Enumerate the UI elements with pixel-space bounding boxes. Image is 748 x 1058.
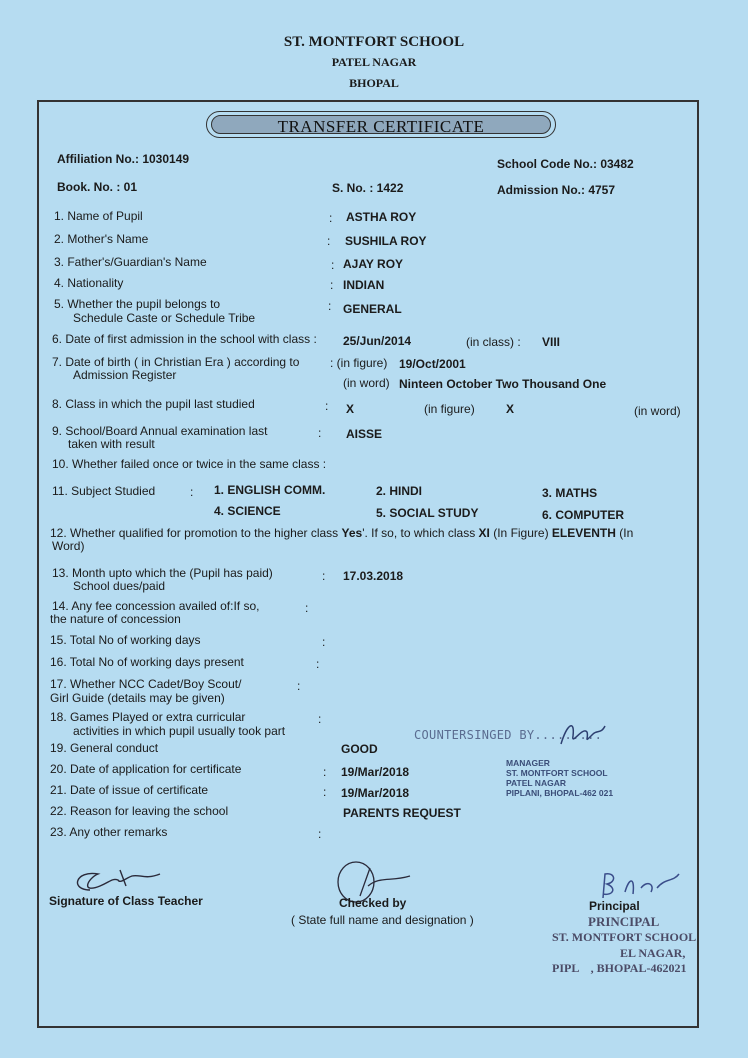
last-class-word: X [506,402,515,416]
in-word-label: (in word) [634,404,681,418]
manager-stamp: MANAGER ST. MONTFORT SCHOOL PATEL NAGAR PIPLANI, BHOPAL-462 021 [506,758,614,798]
field-7-label: 7. Date of birth ( in Christian Era ) according to [52,355,300,369]
dob-word-label: (in word) [343,376,390,390]
book-no: Book. No. : 01 [57,180,138,194]
field-21-label: 21. Date of issue of certificate [50,783,209,797]
field-18-label: 18. Games Played or extra curricular [50,710,246,724]
school-area: PATEL NAGAR [331,55,417,69]
colon: : [327,234,331,248]
field-2-label: 2. Mother's Name [54,232,149,246]
school-code: School Code No.: 03482 [497,157,634,171]
principal-stamp-city: PIPL , BHOPAL-462021 [552,961,687,975]
father-name: AJAY ROY [343,257,404,271]
dob-word: Ninteen October Two Thousand One [399,377,607,391]
last-exam: AISSE [346,427,383,441]
first-admission-date: 25/Jun/2014 [343,334,412,348]
colon: : [305,601,309,615]
dob-figure-label: : (in figure) [330,356,388,370]
field-14-label: 14. Any fee concession availed of:If so, [52,599,260,613]
field-12-line-1: 12. Whether qualified for promotion to the higher class Yes'. If so, to which class XI (In Figure) ELEVENTH (In [50,526,634,540]
subject-2: 2. HINDI [376,484,423,498]
serial-no: S. No. : 1422 [332,181,404,195]
in-class-label: (in class) : [466,335,521,349]
field-4-label: 4. Nationality [54,276,124,290]
school-name: ST. MONTFORT SCHOOL [283,34,465,50]
subject-5: 5. SOCIAL STUDY [376,506,479,520]
general-conduct: GOOD [341,742,378,756]
field-22-label: 22. Reason for leaving the school [50,804,229,818]
application-date: 19/Mar/2018 [341,765,410,779]
certificate-title: TRANSFER CERTIFICATE [277,117,485,136]
field-20-label: 20. Date of application for certificate [50,762,242,776]
colon: : [331,258,335,272]
field-11-label: 11. Subject Studied [52,484,156,498]
colon: : [322,635,326,649]
principal-stamp-area: EL NAGAR, [620,946,686,960]
field-13-label: 13. Month upto which the (Pupil has paid) [52,566,273,580]
field-5-label-2: Schedule Caste or Schedule Tribe [73,311,256,325]
field-18-label-2: activities in which pupil usually took part [73,724,286,738]
admission-class: VIII [542,335,561,349]
certificate-title-box [206,111,556,138]
field-15-label: 15. Total No of working days [50,633,201,647]
colon: : [190,485,194,499]
field-7-label-2: Admission Register [73,368,177,382]
subject-3: 3. MATHS [542,486,598,500]
in-figure-label: (in figure) [424,402,475,416]
checked-by-label: Checked by [339,896,407,910]
principal-stamp-title: PRINCIPAL [588,914,660,929]
leaving-reason: PARENTS REQUEST [343,806,461,820]
field-8-label: 8. Class in which the pupil last studied [52,397,255,411]
colon: : [325,399,329,413]
nationality: INDIAN [343,278,385,292]
class-teacher-signature-label: Signature of Class Teacher [49,894,203,908]
principal-stamp-school: ST. MONTFORT SCHOOL [552,930,697,944]
field-10-label: 10. Whether failed once or twice in the same class : [52,457,327,471]
colon: : [322,569,326,583]
colon: : [316,657,320,671]
field-3-label: 3. Father's/Guardian's Name [54,255,207,269]
field-16-label: 16. Total No of working days present [50,655,244,669]
field-6-label: 6. Date of first admission in the school with class : [52,332,317,346]
field-12-line-2: Word) [52,539,85,553]
field-1-label: 1. Name of Pupil [54,209,143,223]
principal-label: Principal [589,899,640,913]
affiliation-no: Affiliation No.: 1030149 [57,152,190,166]
field-5-label: 5. Whether the pupil belongs to [54,297,221,311]
colon: : [330,278,334,292]
field-9-label: 9. School/Board Annual examination last [52,424,268,438]
field-17-label-2: Girl Guide (details may be given) [50,691,225,705]
dob-figure: 19/Oct/2001 [399,357,466,371]
colon: : [329,211,333,225]
pupil-name: ASTHA ROY [346,210,417,224]
field-17-label: 17. Whether NCC Cadet/Boy Scout/ [50,677,242,691]
field-14-label-2: the nature of concession [50,612,181,626]
subject-1: 1. ENGLISH COMM. [214,483,326,497]
field-23-label: 23. Any other remarks [50,825,168,839]
colon: : [318,712,322,726]
subject-4: 4. SCIENCE [214,504,281,518]
colon: : [318,426,322,440]
colon: : [323,785,327,799]
dues-paid-upto: 17.03.2018 [343,569,404,583]
field-9-label-2: taken with result [68,437,155,451]
colon: : [323,765,327,779]
manager-signature [553,714,613,754]
admission-no: Admission No.: 4757 [497,183,616,197]
colon: : [297,679,301,693]
caste-category: GENERAL [343,302,402,316]
last-class-figure: X [346,402,355,416]
subject-6: 6. COMPUTER [542,508,625,522]
countersigned-by: COUNTERSINGED BY......... [414,728,603,742]
field-19-label: 19. General conduct [50,741,159,755]
issue-date: 19/Mar/2018 [341,786,410,800]
checked-by-note: ( State full name and designation ) [291,913,474,927]
school-city: BHOPAL [349,76,399,90]
colon: : [328,299,332,313]
mother-name: SUSHILA ROY [345,234,427,248]
field-13-label-2: School dues/paid [73,579,166,593]
colon: : [318,827,322,841]
